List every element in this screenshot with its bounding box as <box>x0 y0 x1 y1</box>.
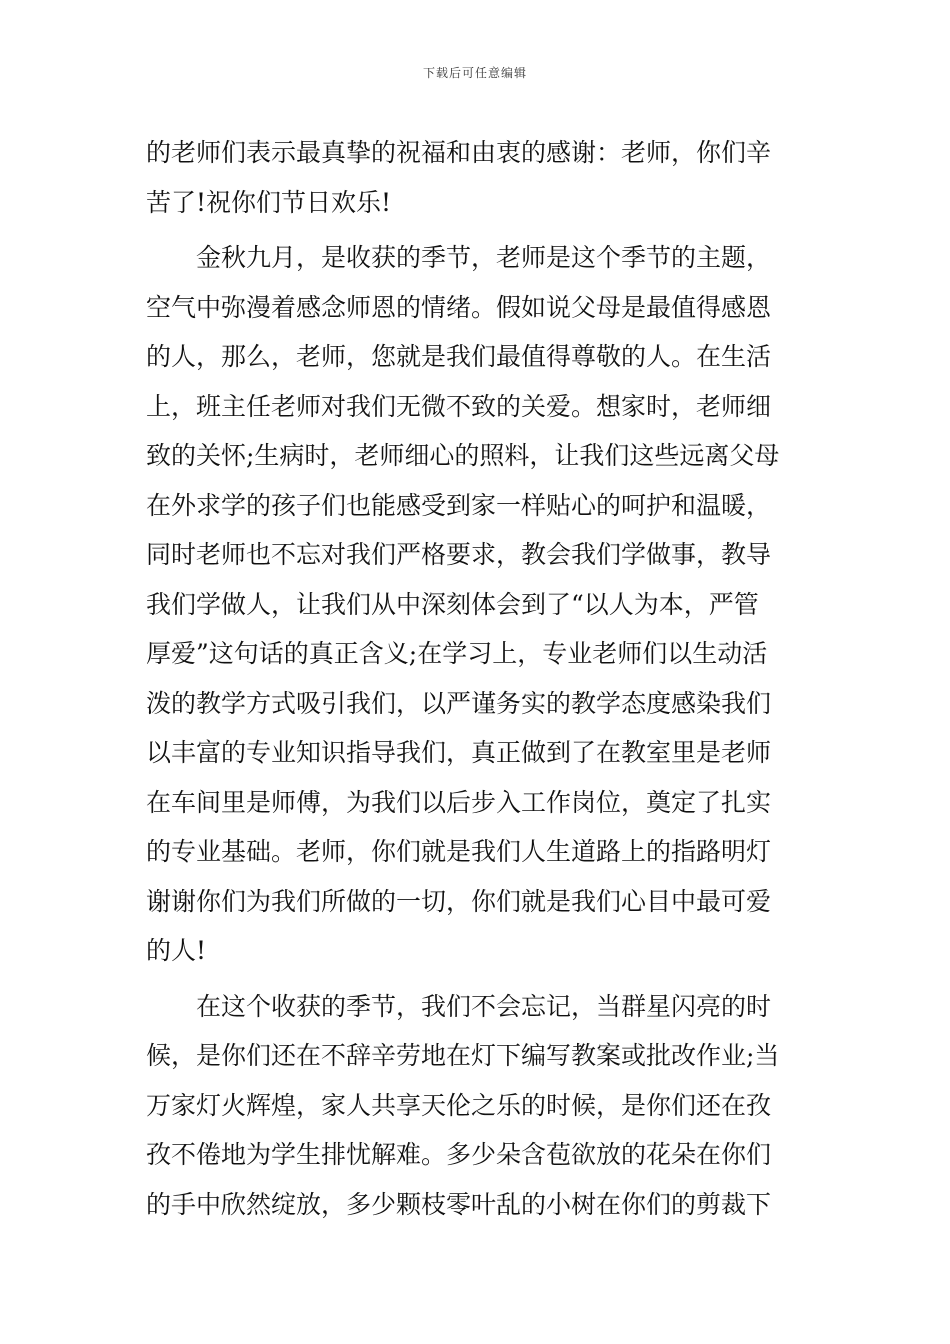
text-line: 的老师们表示最真挚的祝福和由衷的感谢：老师，你们辛 <box>146 138 772 167</box>
document-body <box>146 128 808 1229</box>
text-line: 同时老师也不忘对我们严格要求，教会我们学做事，教导 <box>146 540 772 569</box>
paragraph <box>146 233 808 976</box>
text-line: 泼的教学方式吸引我们，以严谨务实的教学态度感染我们 <box>146 688 772 718</box>
text-line: 候，是你们还在不辞辛劳地在灯下编写教案或批改作业;当 <box>146 1041 780 1070</box>
text-line: 的人! <box>146 936 207 965</box>
paragraph <box>146 128 808 227</box>
text-line: 以丰富的专业知识指导我们，真正做到了在教室里是老师 <box>146 738 772 767</box>
text-line: 的手中欣然绽放，多少颗枝零叶乱的小树在你们的剪裁下 <box>146 1189 772 1219</box>
text-line: 致的关怀;生病时，老师细心的照料，让我们这些远离父母 <box>146 441 780 470</box>
text-line: 上，班主任老师对我们无微不致的关爱。想家时，老师细 <box>146 391 772 421</box>
text-line: 孜不倦地为学生排忧解难。多少朵含苞欲放的花朵在你们 <box>146 1140 772 1169</box>
text-line: 谢谢你们为我们所做的一切，你们就是我们心目中最可爱 <box>146 886 772 916</box>
text-line: 在外求学的孩子们也能感受到家一样贴心的呵护和温暖， <box>146 490 772 520</box>
text-line: 金秋九月，是收获的季节，老师是这个季节的主题， <box>196 243 772 272</box>
page-header: 下载后可任意编辑 <box>422 66 527 80</box>
text-line: 在车间里是师傅，为我们以后步入工作岗位，奠定了扎实 <box>146 787 772 817</box>
text-line: 的人，那么，老师，您就是我们最值得尊敬的人。在生活 <box>146 342 772 371</box>
text-line: 空气中弥漫着感念师恩的情绪。假如说父母是最值得感恩 <box>146 292 772 322</box>
text-line: 万家灯火辉煌，家人共享天伦之乐的时候，是你们还在孜 <box>146 1090 772 1120</box>
text-line: 的专业基础。老师，你们就是我们人生道路上的指路明灯 <box>146 837 772 866</box>
text-line: 我们学做人，让我们从中深刻体会到了“以人为本，严管 <box>146 589 759 619</box>
text-line: 厚爱”这句话的真正含义;在学习上，专业老师们以生动活 <box>146 639 768 668</box>
text-line: 在这个收获的季节，我们不会忘记，当群星闪亮的时 <box>196 991 772 1021</box>
paragraph <box>146 982 808 1230</box>
text-line: 苦了!祝你们节日欢乐! <box>146 187 392 217</box>
